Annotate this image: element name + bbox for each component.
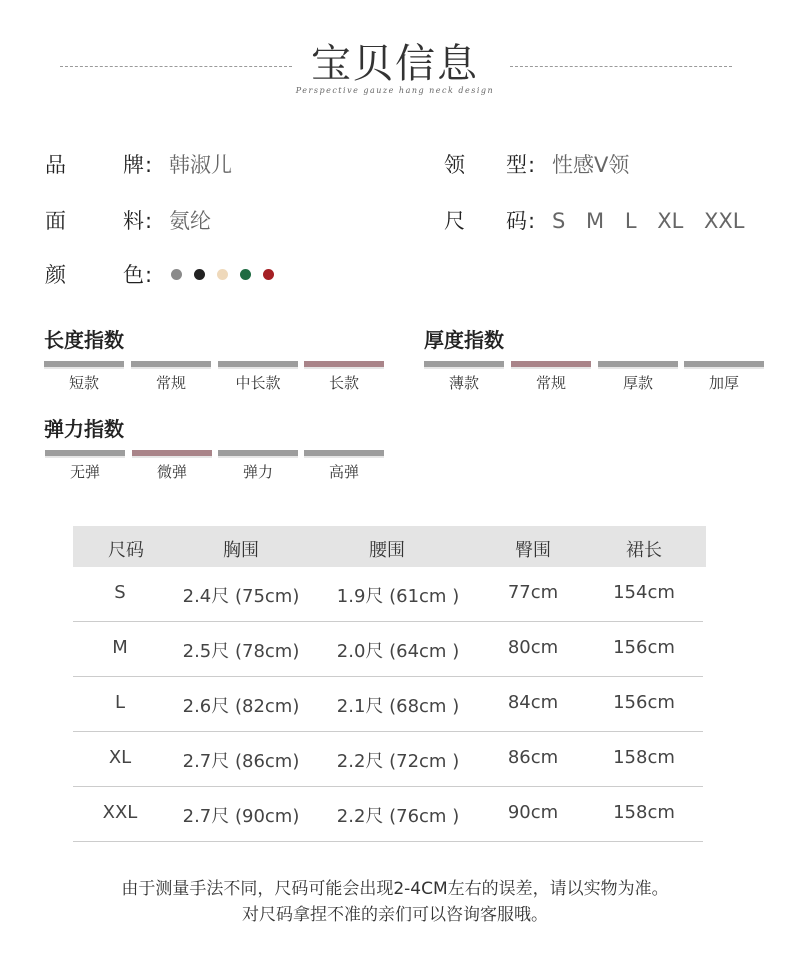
cell-length: 158cm <box>613 802 675 823</box>
measurement-note: 由于测量手法不同，尺码可能会出现2-4CM左右的误差，请以实物为准。 <box>121 879 669 899</box>
table-row <box>73 567 703 622</box>
cell-bust: 2.7尺 (86cm) <box>182 751 300 772</box>
title-divider-right <box>510 66 732 67</box>
attr-size-values <box>552 206 759 236</box>
cell-length: 156cm <box>613 692 675 713</box>
attr-collar-colon: : <box>528 153 536 177</box>
page-header <box>0 0 790 110</box>
attr-size-key2: 码 <box>506 209 527 233</box>
cell-hip: 80cm <box>507 637 559 658</box>
color-swatch-red <box>263 269 274 280</box>
size-option: L <box>624 209 637 233</box>
cell-hip: 90cm <box>507 802 559 823</box>
page-title: 宝贝信息 <box>311 41 479 87</box>
color-swatch-beige <box>217 269 228 280</box>
length-option-short: 短款 <box>44 361 124 401</box>
attr-brand-key2: 牌 <box>123 153 144 177</box>
attr-color-key2: 色 <box>123 263 144 287</box>
attr-fabric-colon: : <box>145 209 153 233</box>
attr-fabric-key1: 面 <box>45 209 66 233</box>
page-subtitle: Perspective gauze hang neck design <box>295 86 495 95</box>
cell-bust: 2.6尺 (82cm) <box>182 696 300 717</box>
attr-brand <box>45 150 375 180</box>
elasticity-option-stretch: 弹力 <box>218 450 298 490</box>
header-size: 尺码 <box>108 540 144 561</box>
header-hip: 臀围 <box>515 540 551 561</box>
size-option: XXL <box>704 209 745 233</box>
attr-brand-key1: 品 <box>45 153 66 177</box>
elasticity-option-high: 高弹 <box>304 450 384 490</box>
length-option-mid-long: 中长款 <box>218 361 298 401</box>
color-swatch-gray <box>171 269 182 280</box>
attr-fabric-value: 氨纶 <box>169 209 211 233</box>
cell-bust: 2.4尺 (75cm) <box>182 586 300 607</box>
cell-size: S <box>114 582 126 603</box>
cell-length: 156cm <box>613 637 675 658</box>
cell-waist: 1.9尺 (61cm ) <box>336 586 460 607</box>
attr-color <box>45 260 375 290</box>
thickness-option-extra-thick: 加厚 <box>684 361 764 401</box>
color-swatch-green <box>240 269 251 280</box>
cell-size: XL <box>108 747 132 768</box>
attr-brand-colon: : <box>145 153 153 177</box>
length-option-long: 长款 <box>304 361 384 401</box>
attr-fabric <box>45 206 375 236</box>
attr-size-colon: : <box>528 209 536 233</box>
thickness-index-scale <box>424 361 769 401</box>
cell-waist: 2.2尺 (76cm ) <box>336 806 460 827</box>
cell-size: XXL <box>102 802 138 823</box>
attr-collar <box>444 150 774 180</box>
cell-size: L <box>114 692 126 713</box>
header-bust: 胸围 <box>223 540 259 561</box>
cell-bust: 2.5尺 (78cm) <box>182 641 300 662</box>
cell-size: M <box>112 637 128 658</box>
attr-color-colon: : <box>145 263 153 287</box>
length-index-title: 长度指数 <box>44 328 124 352</box>
customer-service-note: 对尺码拿捏不准的亲们可以咨询客服哦。 <box>242 905 548 925</box>
attr-color-key1: 颜 <box>45 263 66 287</box>
cell-length: 154cm <box>613 582 675 603</box>
thickness-index-title: 厚度指数 <box>424 328 504 352</box>
cell-hip: 77cm <box>507 582 559 603</box>
attr-size <box>444 206 774 236</box>
elasticity-option-none: 无弹 <box>45 450 125 490</box>
elasticity-index-title: 弹力指数 <box>44 417 124 441</box>
cell-waist: 2.2尺 (72cm ) <box>336 751 460 772</box>
attr-collar-value: 性感V领 <box>552 153 630 177</box>
attr-collar-key2: 型 <box>506 153 527 177</box>
attr-size-key1: 尺 <box>444 209 465 233</box>
elasticity-option-slight: 微弹 <box>132 450 212 490</box>
cell-hip: 84cm <box>507 692 559 713</box>
cell-length: 158cm <box>613 747 675 768</box>
header-waist: 腰围 <box>369 540 405 561</box>
size-option: XL <box>657 209 684 233</box>
cell-hip: 86cm <box>507 747 559 768</box>
table-row <box>73 677 703 732</box>
color-swatch-black <box>194 269 205 280</box>
length-option-regular: 常规 <box>131 361 211 401</box>
header-length: 裙长 <box>626 540 662 561</box>
size-option: S <box>552 209 566 233</box>
attr-collar-key1: 领 <box>444 153 465 177</box>
attr-brand-value: 韩淑儿 <box>169 153 232 177</box>
size-table-header <box>73 526 706 567</box>
thickness-option-regular: 常规 <box>511 361 591 401</box>
cell-waist: 2.1尺 (68cm ) <box>336 696 460 717</box>
size-option: M <box>586 209 605 233</box>
thickness-option-thick: 厚款 <box>598 361 678 401</box>
thickness-option-thin: 薄款 <box>424 361 504 401</box>
table-row <box>73 622 703 677</box>
table-row <box>73 732 703 787</box>
length-index-scale <box>44 361 389 401</box>
elasticity-index-scale <box>45 450 390 490</box>
cell-waist: 2.0尺 (64cm ) <box>336 641 460 662</box>
attr-fabric-key2: 料 <box>123 209 144 233</box>
table-row <box>73 787 703 842</box>
cell-bust: 2.7尺 (90cm) <box>182 806 300 827</box>
